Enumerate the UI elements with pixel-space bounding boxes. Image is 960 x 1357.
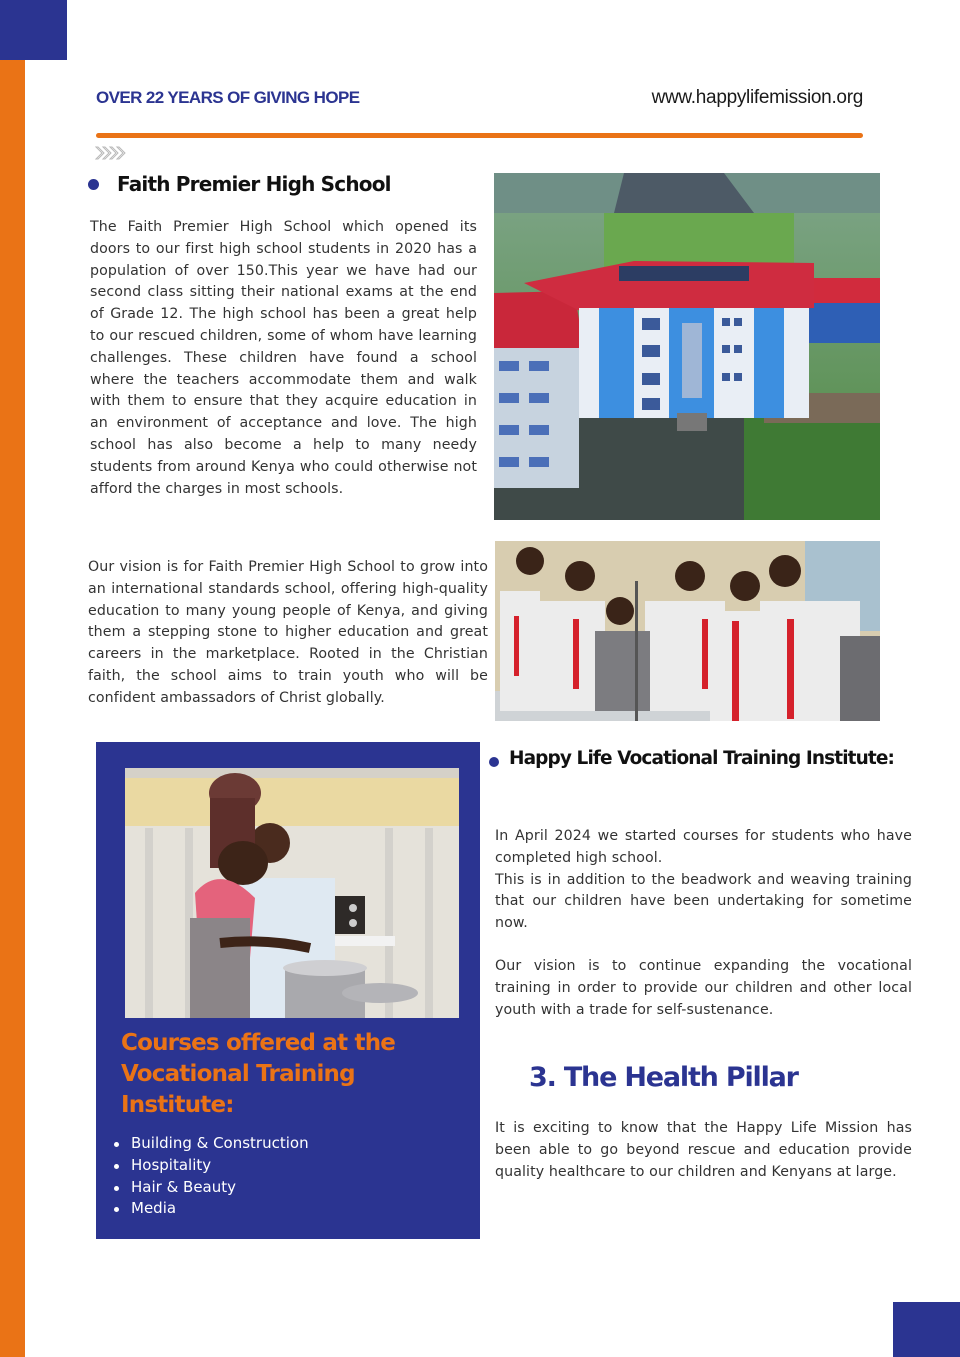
header-tagline: OVER 22 YEARS OF GIVING HOPE: [96, 88, 360, 107]
bullet-dot-icon: [88, 179, 99, 190]
vocational-paragraph-1-line-1: In April 2024 we started courses for students who have completed high school.: [495, 828, 912, 866]
bullet-icon: [114, 1186, 119, 1191]
course-label: Hospitality: [131, 1155, 212, 1174]
course-label: Media: [131, 1199, 177, 1218]
header-divider: [96, 133, 863, 138]
bullet-icon: [114, 1207, 119, 1212]
vocational-paragraph-2: Our vision is to continue expanding the vocational training in order to provide our children and other local youth with a trade for self-sustenance.: [495, 958, 912, 1018]
course-item: [113, 1133, 309, 1155]
faith-premier-paragraph-1: The Faith Premier High School which opened its doors to our first high school students in 2020 has a population of over 150.This year we have had our second class sitting their national exams at the end of Grade 12. The high school has been a great help to our rescued children, some of whom have learning challenges. These children have found a school where the teachers accommodate them and walk with them to ensure that they acquire education in an environment of acceptance and love. The high school has also become a help to many needy students from around Kenya who could otherwise not afford the charges in most schools.: [90, 219, 477, 497]
course-label: Building & Construction: [131, 1134, 309, 1152]
school-aerial-photo: [494, 173, 880, 520]
corner-block-bottom-right: [893, 1302, 960, 1357]
course-item: [113, 1177, 309, 1199]
header-website-link[interactable]: www.happylifemission.org: [651, 87, 863, 108]
bullet-dot-icon: [489, 757, 499, 767]
course-item: [113, 1155, 309, 1177]
chevrons-icon: [95, 144, 127, 162]
vocational-paragraph-1-line-2: This is in addition to the beadwork and weaving training that our children have been undertaking for sometime now.: [495, 871, 912, 932]
corner-block-top-left: [0, 0, 67, 60]
kitchen-training-photo: [125, 768, 459, 1018]
courses-list: [113, 1133, 309, 1220]
vocational-paragraph-1: [495, 826, 912, 935]
bullet-icon: [114, 1142, 119, 1147]
section-title-health-pillar: 3. The Health Pillar: [529, 1062, 798, 1093]
section-title-vocational: Happy Life Vocational Training Institute:: [509, 748, 894, 769]
section-title-faith-premier: Faith Premier High School: [117, 172, 391, 196]
students-lab-photo: [495, 541, 880, 721]
courses-title: Courses offered at the Vocational Training Institute:: [121, 1030, 396, 1118]
faith-premier-paragraph-2: Our vision is for Faith Premier High School to grow into an international standards school, offering high-quality education to many young people of Kenya, and giving them a stepping stone to higher education and great careers in the marketplace. Rooted in the Christian faith, the school aims to train youth who will be confident ambassadors of Christ globally.: [88, 559, 488, 706]
left-accent-bar: [0, 60, 25, 1357]
bullet-icon: [114, 1164, 119, 1169]
course-item: [113, 1198, 309, 1220]
health-paragraph: It is exciting to know that the Happy Life Mission has been able to go beyond rescue and education provide quality healthcare to our children and Kenyans at large.: [495, 1120, 912, 1180]
course-label: Hair & Beauty: [131, 1177, 237, 1196]
